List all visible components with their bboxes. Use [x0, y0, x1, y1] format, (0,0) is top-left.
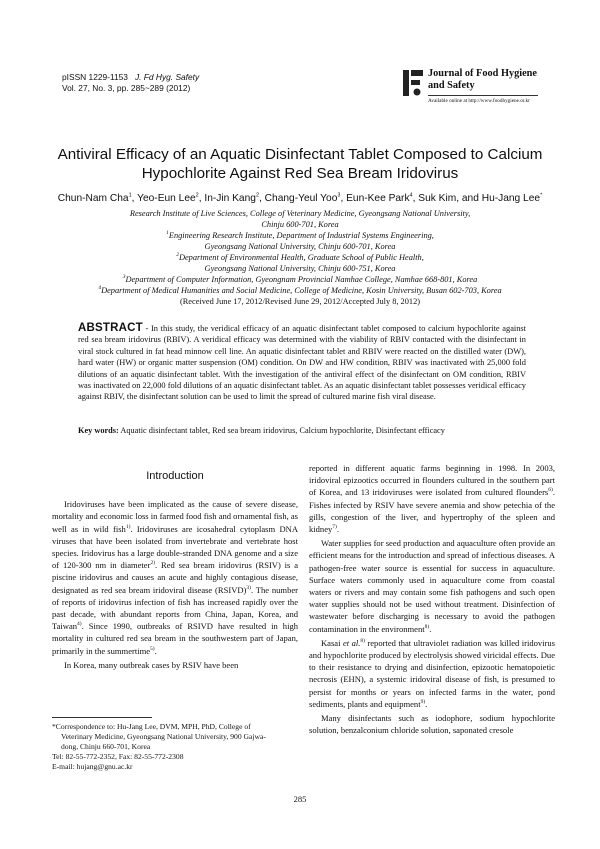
author-affiliation-mark: 2	[195, 192, 199, 199]
author-name: Suk Kim	[418, 193, 457, 204]
author-affiliation-mark: 3	[337, 192, 341, 199]
abstract-label: ABSTRACT	[78, 322, 143, 334]
volume-line: Vol. 27, No. 3, pp. 285~289 (2012)	[62, 83, 191, 93]
paragraph: In Korea, many outbreak cases by RSIV have been	[64, 659, 239, 670]
section-heading-introduction: Introduction	[146, 470, 204, 482]
paper-title: Antiviral Efficacy of an Aquatic Disinfectant Tablet Composed to Calcium Hypochlorite Against Red Sea Bream Iridovirus	[57, 146, 543, 182]
journal-header	[62, 72, 199, 94]
email-link[interactable]: E-mail: hujang@gnu.ac.kr	[52, 762, 133, 771]
logo-title: Journal of Food Hygiene and Safety	[428, 68, 537, 91]
available-online: Available online at http://www.foodhygiene.or.kr	[428, 98, 530, 104]
paragraph: Many disinfectants such as iodophore, sodium hypochlorite solution, benzalconium chloride solution, saponated cresole	[309, 713, 555, 736]
author-name: Yeo-Eun Lee	[137, 193, 196, 204]
affiliation-line: Research Institute of Live Sciences, College of Veterinary Medicine, Gyeongsang National University,	[129, 209, 471, 218]
paragraph: Kasai et al.$^{8)}$ reported that ultraviolet radiation was killed iridovirus and hypochlorite produced by electrolysis showed viricidal effects. Due to their resistance to drying and disinfection, epizootic hematopoietic necrosis (EHN), a systemic iridoviral disease of fish, is presumed to persist for months or years on infected farms in the water, pond sediments, plants and equipment$^{9)}$.	[309, 637, 555, 709]
issn-line	[62, 72, 199, 83]
author-list: Chun-Nam Cha$^1$, Yeo-Eun Lee$^2$, In-Jin Kang$^2$, Chang-Yeul Yoo$^3$, Eun-Kee Park$^4$, Suk Kim, and Hu-Jang Lee*	[57, 192, 543, 204]
logo-divider	[428, 95, 538, 96]
author-affiliation-mark: *	[540, 192, 543, 199]
author-affiliation-mark: 2	[255, 192, 259, 199]
author-name: and Hu-Jang Lee	[461, 193, 541, 204]
left-column	[52, 470, 298, 671]
footnote-divider	[52, 717, 152, 718]
keywords-text: Aquatic disinfectant tablet, Red sea bream iridovirus, Calcium hypochlorite, Disinfectant efficacy	[120, 426, 445, 435]
issn: pISSN 1229-1153	[62, 72, 128, 82]
affiliations	[30, 208, 570, 307]
received-dates: (Received June 17, 2012/Revised June 29, 2012/Accepted July 8, 2012)	[179, 297, 421, 306]
journal-abbrev: J. Fd Hyg. Safety	[134, 72, 200, 82]
author-affiliation-mark: 1	[128, 192, 132, 199]
affiliation-line: Chinju 600-701, Korea	[261, 220, 339, 229]
affiliation-line: Gyeongsang National University, Chinju 600-751, Korea	[204, 264, 396, 273]
correspondence-footnote: *Correspondence to: Hu-Jang Lee, DVM, MPH, PhD, College of Veterinary Medicine, Gyeongsang National University, 900 Gajwa- dong, Chinju 660-701, Korea Tel: 82-55-772-2352, Fax: 82-55-772-2308 E-mail: hujang@gnu.ac.kr	[52, 722, 298, 772]
page-number: 285	[293, 794, 307, 804]
author-name: Eun-Kee Park	[346, 193, 410, 204]
affiliation-line: $^3$Department of Computer Information, Gyeongnam Provincial Namhae College, Namhae 668-801, Korea	[122, 274, 478, 284]
abstract-text: - In this study, the veridical efficacy of an aquatic disinfectant tablet composed to calcium hypochlorite against red sea bream iridovirus (RBIV). A veridical efficacy was determined with the viability of RBIV contacted with the disinfectant in viral stock cultured in fat head minnow cell line. An aquatic disinfectant tablet and RBIV were reacted on the distilled water (DW), hard water (HW) or organic matter suspension (OM) condition. On DW and HW condition, RBIV was inactivated with 25,000 fold dilutions of an aquatic disinfectant tablet. With the investigation of the antiviral effect of the disinfectant on OM condition, RBIV was inactivated on 22,000 fold dilutions of an aquatic disinfectant tablet. As an aquatic disinfectant tablet possesses veridical efficacy against RBIV, the disinfectant solution can be used to limit the spread of cultured marine fish viral disease.	[78, 324, 527, 402]
author-name: Chun-Nam Cha	[57, 193, 129, 204]
author-affiliation-mark: 4	[409, 192, 413, 199]
author-name: In-Jin Kang	[204, 193, 256, 204]
affiliation-line: $^4$Department of Medical Humanities and Social Medicine, College of Medicine, Kosin University, Busan 602-703, Korea	[98, 285, 502, 295]
paragraph: reported in different aquatic farms beginning in 1998. In 2003, iridoviral epizootics occurred in flounders cultured in the southern part of Korea, and 13 iridoviruses were isolated from cultured flounders$^{6)}$. Fishes infected by RSIV have severe anemia and show petechia of the gills, congestion of the liver, and hypertrophy of the spleen and kidney$^{7)}$.	[309, 463, 555, 535]
paragraph: Water supplies for seed production and aquaculture often provide an efficient means for the introduction and spread of infectious diseases. A pathogen-free water source is essential for success in aquaculture. Surface waters commonly used in aquaculture come from coastal waters or rivers and may contain some fish pathogens and such open water supplies should not be used without treatment. Disinfection of wastewater before discharging is necessary to avoid the pathogen contamination in the environment$^{8)}$.	[309, 538, 555, 634]
paragraph: Iridoviruses have been implicated as the cause of severe disease, mortality and economic loss in farmed food fish and ornamental fish, as well as in wild fish$^{1)}$. Iridoviruses are icosahedral cytoplasm DNA viruses that have been isolated from invertebrate and vertebrate host species. Iridovirus has a large double-stranded DNA genome and a size of 120-300 nm in diameter$^{2)}$. Red sea bream iridovirus (RSIV) is a piscine iridovirus and causes an acute and highly contagious disease, designated as red sea bream iridoviral disease (RSIVD)$^{3)}$. The number of reports of iridovirus infection of fish has increased rapidly over the past decade, with abundant reports from China, Japan, Korea, and Taiwan$^{4)}$. Since 1990, outbreaks of RSIVD have resulted in high mortality in cultured red sea bream in the southwestern part of Japan, primarily in the summertime$^{5)}$.	[52, 499, 299, 656]
affiliation-line: $^1$Engineering Research Institute, Department of Industrial Systems Engineering,	[166, 230, 434, 240]
keywords-label: Key words:	[78, 426, 119, 435]
author-name: Chang-Yeul Yoo	[264, 193, 338, 204]
right-column	[309, 462, 555, 736]
keywords	[78, 426, 526, 435]
affiliation-line: $^2$Department of Environmental Health, Graduate School of Public Health,	[176, 252, 424, 262]
journal-logo-icon	[402, 68, 424, 98]
affiliation-lines	[30, 208, 570, 296]
abstract	[78, 323, 526, 403]
affiliation-line: Gyeongsang National University, Chinju 600-701, Korea	[204, 242, 396, 251]
